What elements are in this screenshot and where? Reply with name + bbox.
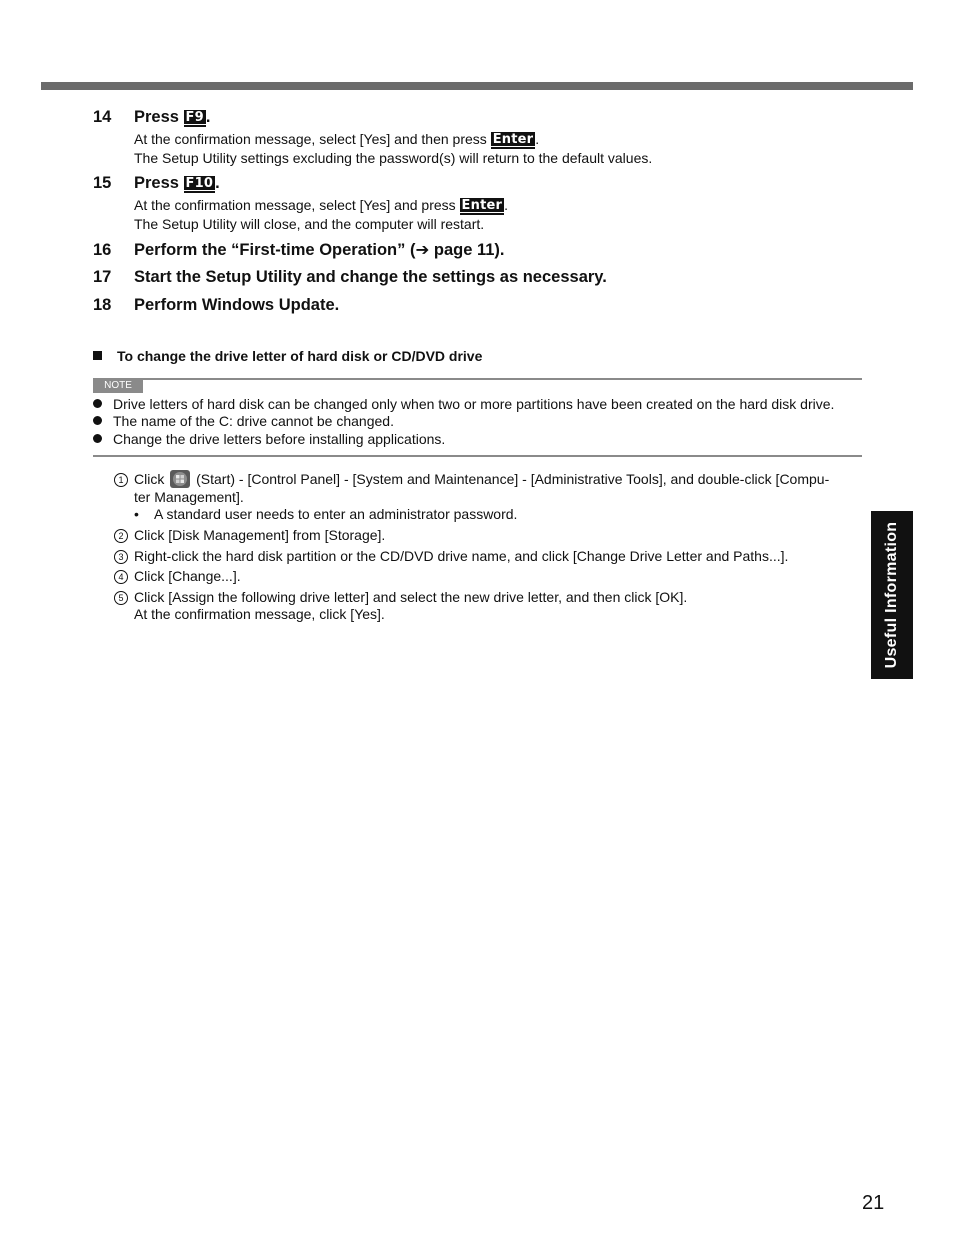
step-number: 18 [93,296,112,314]
note-tag: NOTE [93,379,143,393]
line-punct: . [504,197,509,213]
windows-start-orb-icon [170,470,190,488]
step-punct: . [205,108,211,126]
page-number: 21 [862,1192,885,1214]
step-text: Start the Setup Utility and change the settings as necessary. [134,268,607,286]
proc-text: (Start) - [Control Panel] - [System and Maintenance] - [Administrative Tools], and double-click [Compu- [192,471,830,487]
procedure-step-5-cont: At the confirmation message, click [Yes]. [134,606,385,622]
proc-text: Click [Change...]. [134,568,241,584]
section-title [93,348,482,364]
bullet-dot-icon [93,416,102,425]
step-14-line-2: The Setup Utility settings excluding the password(s) will return to the default values. [134,150,653,166]
line-text: At the confirmation message, select [Yes] and then press [134,131,491,147]
bullet-icon: • [134,506,139,522]
proc-text: Click [134,471,169,487]
note-bullet-text: The name of the C: drive cannot be changed. [113,413,394,429]
note-bottom-rule [93,455,862,457]
section-title-text: To change the drive letter of hard disk or CD/DVD drive [117,348,483,364]
procedure-sub-bullet [134,505,517,523]
enter-key: Enter [461,198,503,213]
side-tab-label: Useful Information [883,521,900,669]
step-15-line-2: The Setup Utility will close, and the computer will restart. [134,216,485,232]
proc-text: Right-click the hard disk partition or the CD/DVD drive name, and click [Change Drive Letter and Paths...]. [134,548,789,564]
line-punct: . [535,131,540,147]
note-bullet [93,395,834,413]
arrow-right-icon: ➔ [415,241,430,259]
section-side-tab [871,511,913,679]
circled-number: 3 [114,550,128,564]
procedure-step-3 [114,547,788,565]
line-text: At the confirmation message, select [Yes] and press [134,197,460,213]
step-18 [93,295,339,315]
step-text: Press [134,174,184,192]
f10-key: F10 [185,176,214,191]
step-punct: . [215,174,220,192]
procedure-step-4 [114,567,241,585]
step-14 [93,107,210,127]
step-text: Perform Windows Update. [134,296,340,314]
bullet-dot-icon [93,434,102,443]
page-link: page 11). [429,241,505,259]
step-14-line-1 [134,130,539,149]
step-17 [93,267,607,287]
procedure-step-5 [114,588,687,606]
step-text: Press [134,108,184,126]
square-bullet-icon [93,351,102,360]
circled-number: 5 [114,591,128,605]
step-number: 15 [93,174,112,192]
procedure-step-2 [114,526,385,544]
proc-text: Click [Disk Management] from [Storage]. [134,527,386,543]
step-number: 16 [93,241,112,259]
step-15 [93,173,220,193]
enter-key: Enter [492,132,534,147]
circled-number: 4 [114,570,128,584]
f9-key: F9 [185,110,204,125]
procedure-step-1-cont: ter Management]. [134,489,244,505]
proc-text: Click [Assign the following drive letter] and select the new drive letter, and then click [OK]. [134,589,688,605]
step-number: 17 [93,268,112,286]
header-bar [41,82,913,90]
note-bullet [93,430,445,448]
step-text: Perform the “First-time Operation” ( [134,241,416,259]
note-bullet [93,412,394,430]
sub-bullet-text: A standard user needs to enter an administrator password. [154,506,518,522]
bullet-dot-icon [93,399,102,408]
circled-number: 2 [114,529,128,543]
procedure-step-1 [114,470,829,488]
note-bullet-text: Drive letters of hard disk can be changed only when two or more partitions have been created on the hard disk drive. [113,396,835,412]
note-bullet-text: Change the drive letters before installing applications. [113,431,446,447]
step-number: 14 [93,108,112,126]
step-16 [93,240,504,260]
note-top-rule [93,378,862,380]
step-15-line-1 [134,196,508,215]
circled-number: 1 [114,473,128,487]
